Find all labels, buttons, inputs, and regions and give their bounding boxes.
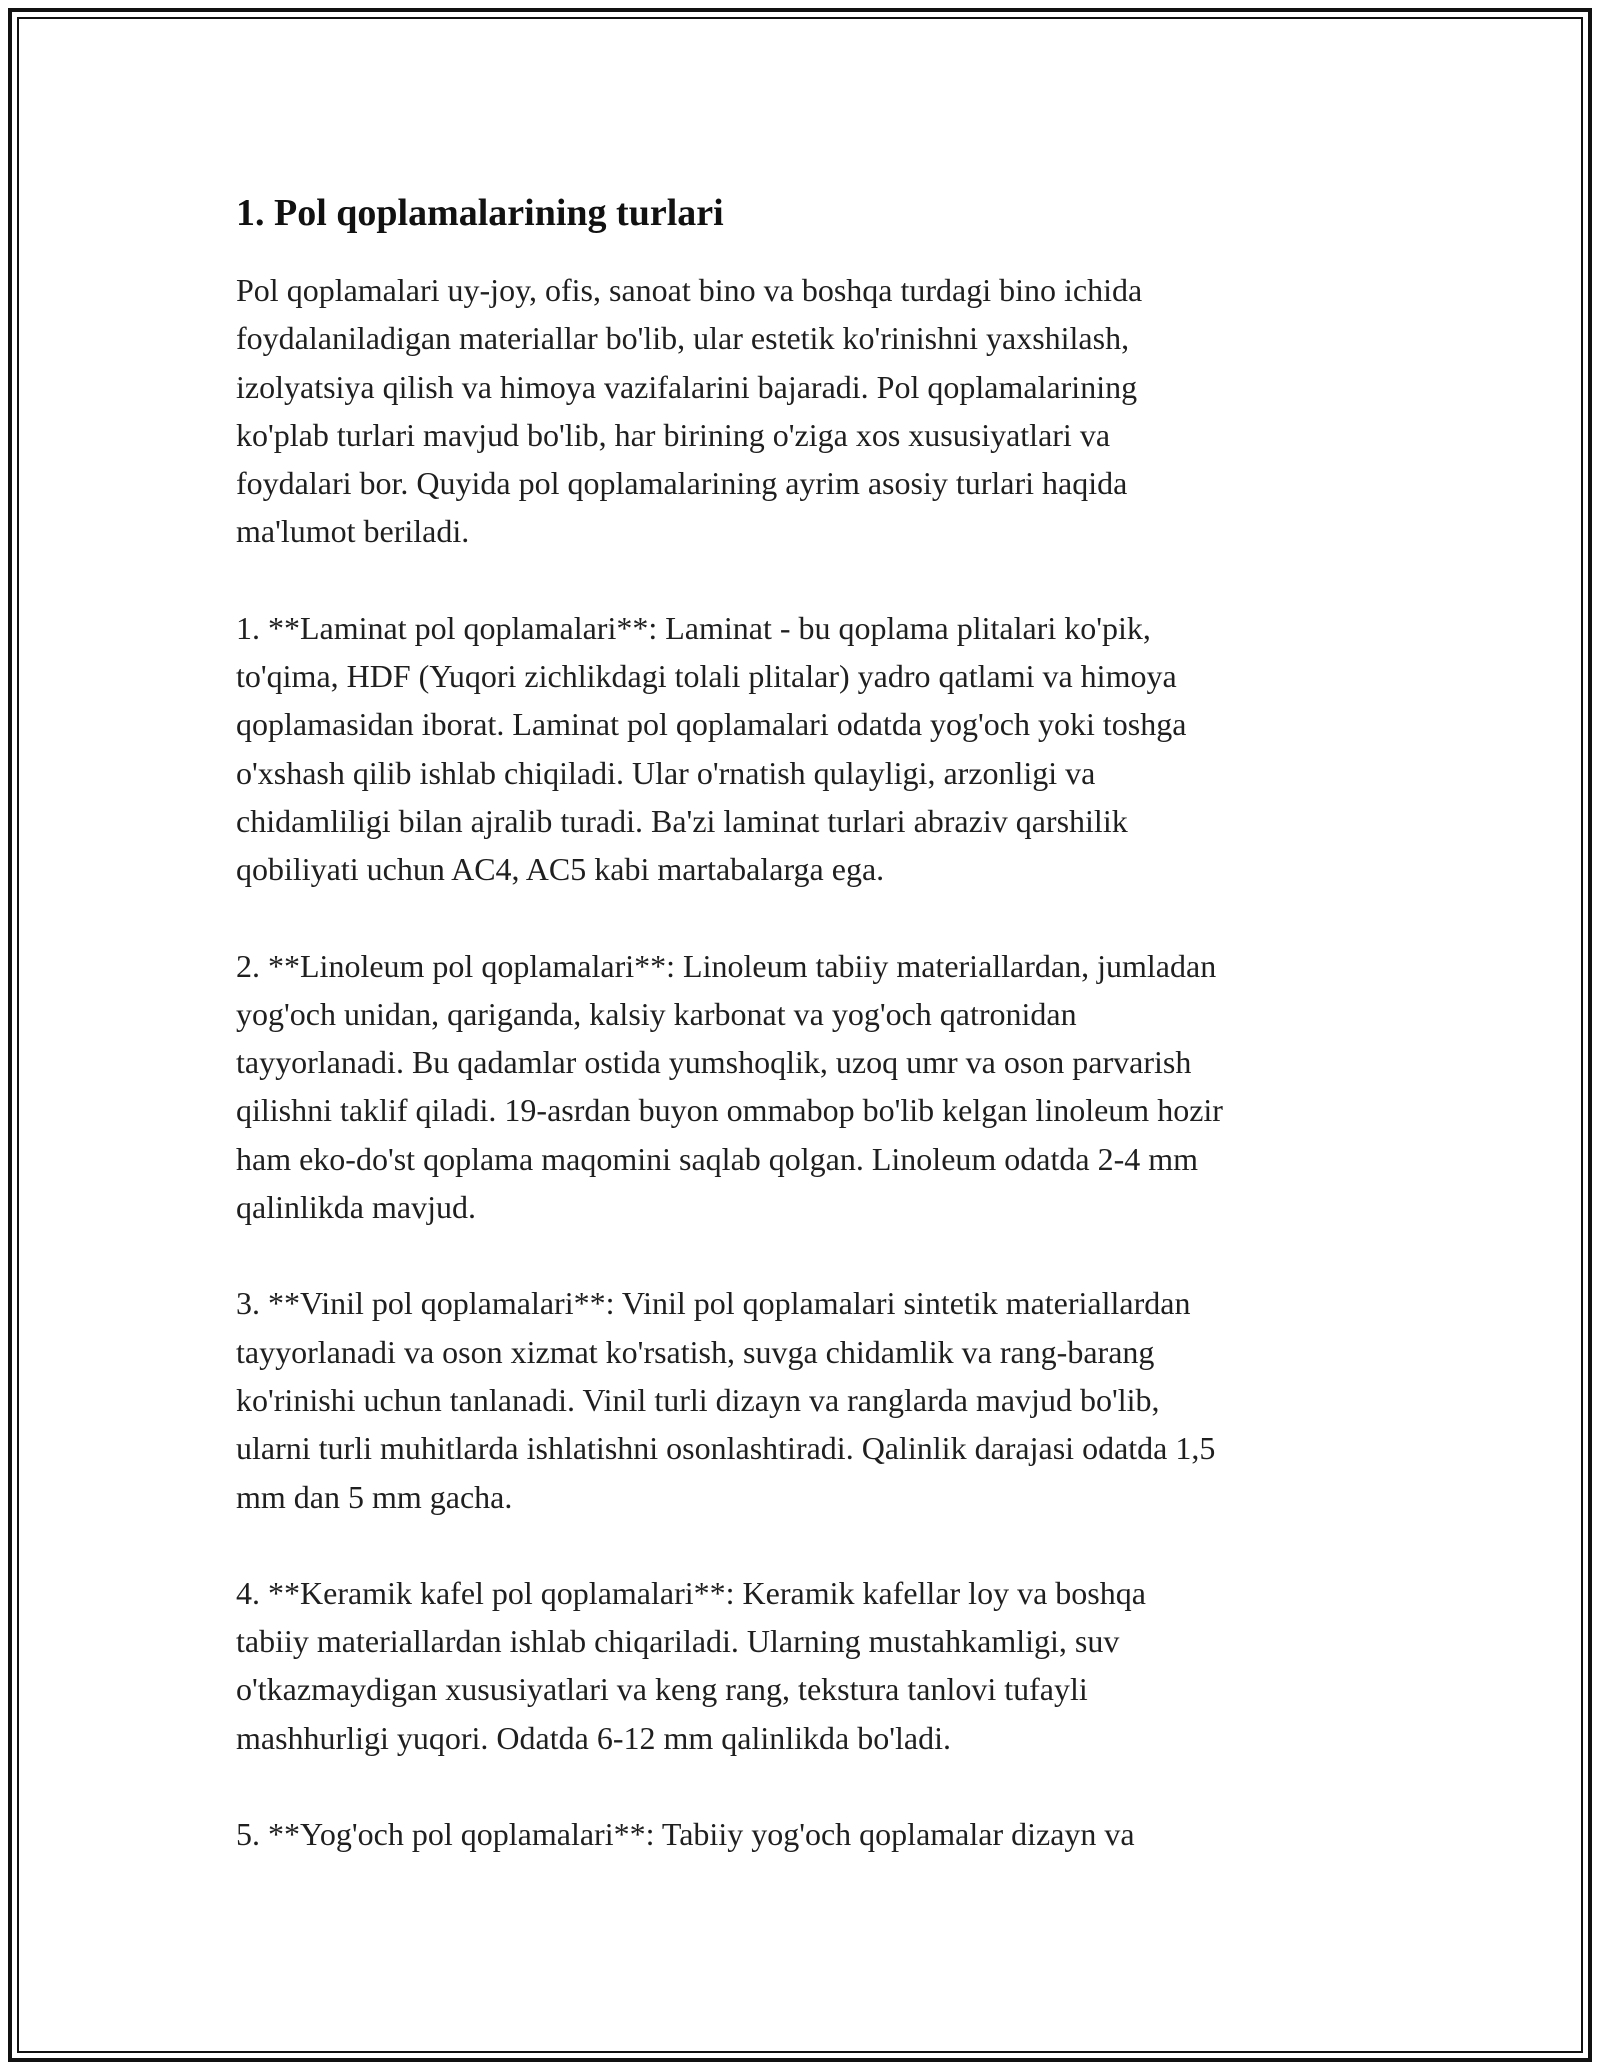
document-body — [236, 186, 1386, 1906]
text-line: 4. **Keramik kafel pol qoplamalari**: Keramik kafellar loy va boshqa — [236, 1574, 1146, 1611]
vinyl-paragraph — [236, 1279, 1386, 1520]
text-line: mm dan 5 mm gacha. — [236, 1478, 513, 1515]
text-line: Pol qoplamalari uy-joy, ofis, sanoat bino va boshqa turdagi bino ichida — [236, 272, 1143, 308]
text-line: chidamliligi bilan ajralib turadi. Ba'zi laminat turlari abraziv qarshilik — [236, 802, 1128, 839]
text-line: to'qima, HDF (Yuqori zichlikdagi tolali plitalar) yadro qatlami va himoya — [236, 658, 1177, 695]
text-line: 2. **Linoleum pol qoplamalari**: Linoleum tabiiy materiallardan, jumladan — [236, 947, 1217, 984]
wood-paragraph — [236, 1810, 1386, 1858]
ceramic-tile-paragraph — [236, 1569, 1386, 1762]
linoleum-paragraph — [236, 942, 1386, 1232]
text-line: ham eko-do'st qoplama maqomini saqlab qolgan. Linoleum odatda 2-4 mm — [236, 1140, 1199, 1177]
text-line: ma'lumot beriladi. — [236, 513, 470, 550]
text-line: o'xshash qilib ishlab chiqiladi. Ular o'rnatish qulayligi, arzonligi va — [236, 754, 1096, 791]
text-line: qalinlikda mavjud. — [236, 1189, 476, 1226]
text-line: izolyatsiya qilish va himoya vazifalarini bajaradi. Pol qoplamalarining — [236, 368, 1138, 405]
text-line: yog'och unidan, qariganda, kalsiy karbonat va yog'och qatronidan — [236, 995, 1077, 1032]
text-line: tayyorlanadi. Bu qadamlar ostida yumshoqlik, uzoq umr va oson parvarish — [236, 1044, 1192, 1081]
text-line: qoplamasidan iborat. Laminat pol qoplamalari odatda yog'och yoki toshga — [236, 706, 1187, 743]
text-line: 5. **Yog'och pol qoplamalari**: Tabiiy yog'och qoplamalar dizayn va — [236, 1816, 1135, 1853]
section-heading: 1. Pol qoplamalarining turlari — [236, 192, 724, 234]
text-line: mashhurligi yuqori. Odatda 6-12 mm qalinlikda bo'ladi. — [236, 1719, 951, 1756]
text-line: ularni turli muhitlarda ishlatishni osonlashtiradi. Qalinlik darajasi odatda 1,5 — [236, 1430, 1216, 1467]
intro-paragraph — [236, 266, 1386, 556]
text-line: tayyorlanadi va oson xizmat ko'rsatish, suvga chidamlik va rang-barang — [236, 1333, 1155, 1370]
text-line: tabiiy materiallardan ishlab chiqariladi. Ularning mustahkamligi, suv — [236, 1623, 1120, 1660]
text-line: 1. **Laminat pol qoplamalari**: Laminat - bu qoplama plitalari ko'pik, — [236, 609, 1151, 646]
laminate-paragraph — [236, 604, 1386, 894]
text-line: qobiliyati uchun AC4, AC5 kabi martabalarga ega. — [236, 851, 885, 888]
text-line: o'tkazmaydigan xususiyatlari va keng rang, tekstura tanlovi tufayli — [236, 1671, 1088, 1708]
text-line: 3. **Vinil pol qoplamalari**: Vinil pol qoplamalari sintetik materiallardan — [236, 1285, 1191, 1322]
text-line: foydalaniladigan materiallar bo'lib, ular estetik ko'rinishni yaxshilash, — [236, 320, 1130, 357]
text-line: foydalari bor. Quyida pol qoplamalarining ayrim asosiy turlari haqida — [236, 465, 1128, 502]
text-line: ko'plab turlari mavjud bo'lib, har birining o'ziga xos xususiyatlari va — [236, 416, 1111, 453]
text-line: ko'rinishi uchun tanlanadi. Vinil turli dizayn va ranglarda mavjud bo'lib, — [236, 1381, 1160, 1418]
text-line: qilishni taklif qiladi. 19-asrdan buyon ommabop bo'lib kelgan linoleum hozir — [236, 1092, 1223, 1129]
